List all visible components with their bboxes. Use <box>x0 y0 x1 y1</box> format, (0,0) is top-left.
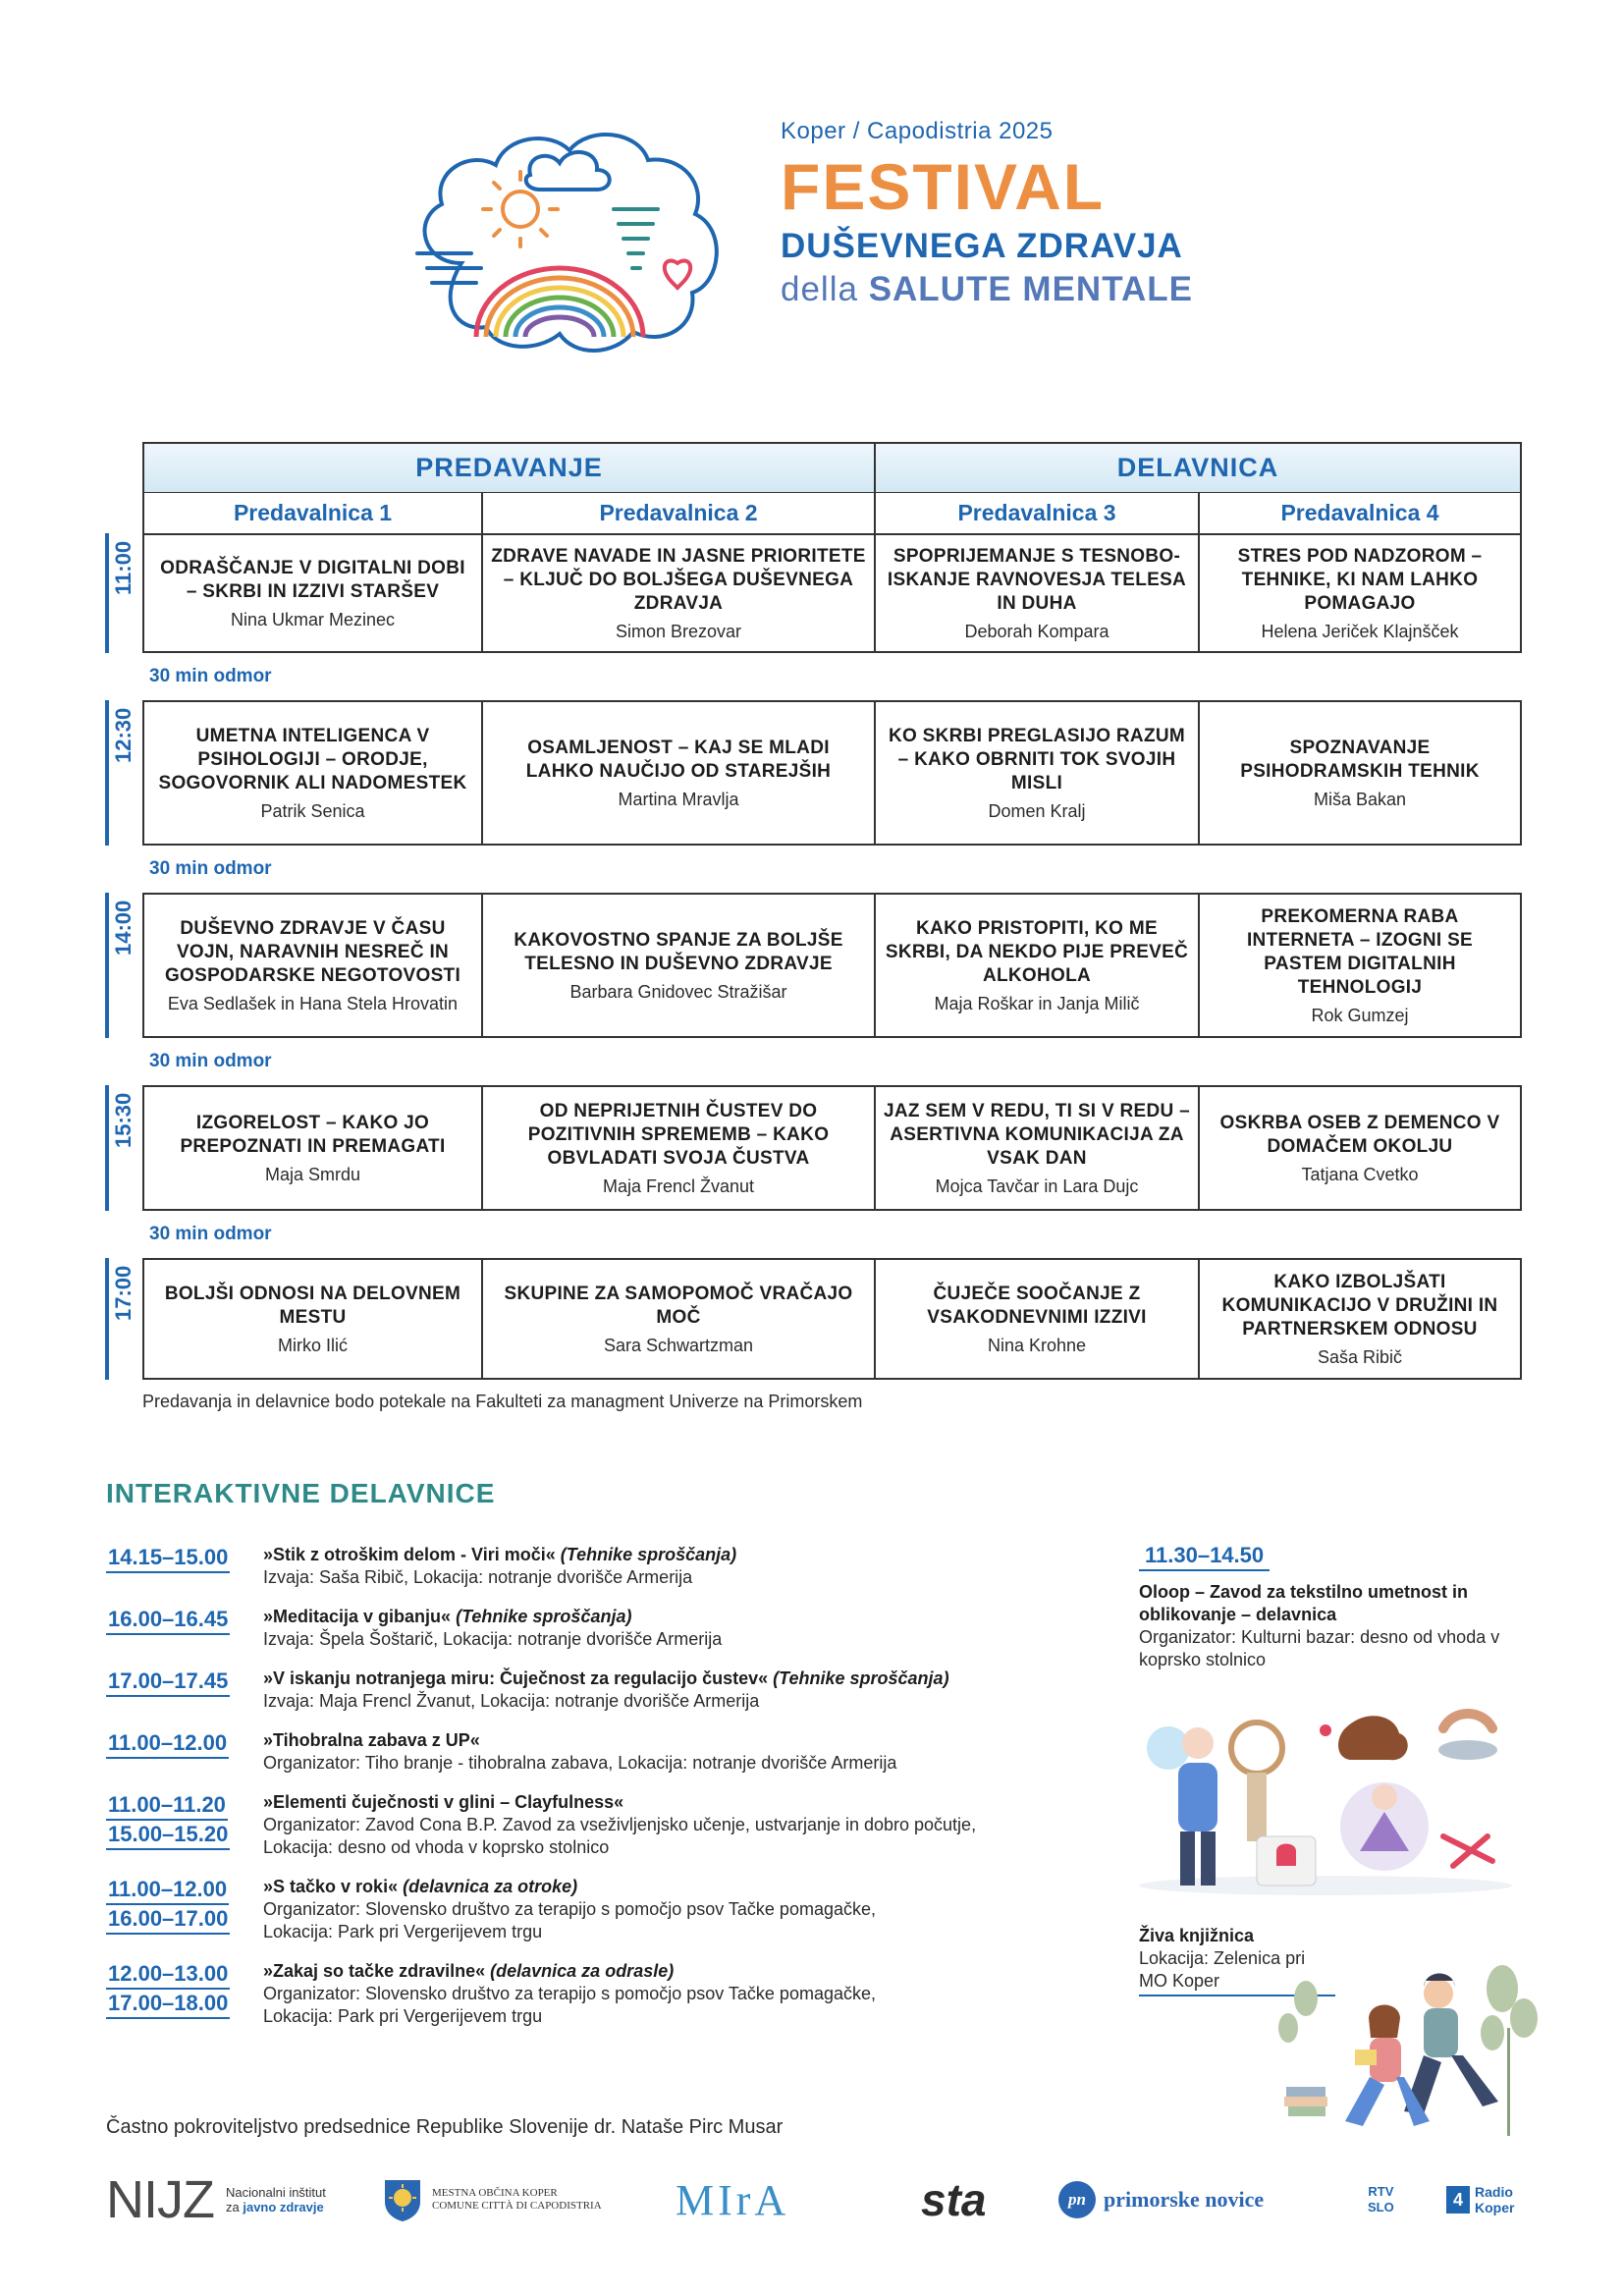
festival-title-it-prefix: della <box>781 270 858 309</box>
radio-badge-icon <box>1446 2186 1470 2214</box>
session-title: BOLJŠI ODNOSI NA DELOVNEM MESTU <box>164 1283 461 1328</box>
nijz-line-1: Nacionalni inštitut <box>226 2185 326 2200</box>
session-cell <box>481 1087 874 1209</box>
rtv-slo-logo <box>1368 2165 1394 2234</box>
workshop-location: Lokacija: Park pri Vergerijevem trgu <box>263 2006 543 2026</box>
session-speaker: Maja Roškar in Janja Milič <box>934 993 1140 1013</box>
time-slot-block <box>111 893 1522 1038</box>
list-item <box>106 1729 1088 1775</box>
workshop-detail: Izvaja: Maja Frencl Žvanut, Lokacija: notranje dvorišče Armerija <box>263 1691 760 1711</box>
session-title: STRES POD NADZOROM – TEHNIKE, KI NAM LAHKO POMAGAJO <box>1237 545 1483 614</box>
venue-note: Predavanja in delavnice bodo potekale na Fakulteti za managment Univerze na Primorskem <box>142 1392 863 1411</box>
festival-title: FESTIVAL <box>781 150 1106 223</box>
slot-time: 12:30 <box>111 708 135 764</box>
workshop-title: »Stik z otroškim delom - Viri moči« <box>263 1545 556 1564</box>
session-speaker: Miša Bakan <box>1313 789 1407 809</box>
workshop-title: »S tačko v roki« <box>263 1877 399 1896</box>
workshop-location: Lokacija: desno od vhoda v koprsko stolnico <box>263 1837 610 1857</box>
craft-illustration <box>1129 1689 1522 1900</box>
workshop-time: 16.00–16.45 <box>106 1606 230 1635</box>
workshop-time: 17.00–18.00 <box>106 1990 230 2019</box>
session-cell <box>1198 1087 1520 1209</box>
side-workshop-text: Organizator: Kulturni bazar: desno od vhoda v koprsko stolnico <box>1139 1627 1500 1669</box>
list-item <box>106 1960 1088 2028</box>
workshop-time: 12.00–13.00 <box>106 1960 230 1990</box>
nijz-line-2: javno zdravje <box>243 2200 324 2214</box>
session-cell <box>874 702 1198 844</box>
rtv-line-1: RTV <box>1368 2184 1394 2199</box>
session-cell <box>481 895 874 1036</box>
list-item <box>106 1876 1088 1943</box>
list-item <box>106 1544 1088 1589</box>
session-cell <box>481 535 874 651</box>
session-cell <box>874 1087 1198 1209</box>
slot-time: 11:00 <box>111 541 135 596</box>
session-cell <box>1198 1260 1520 1378</box>
session-cell <box>144 895 481 1036</box>
living-library-text: Lokacija: Zelenica pri MO Koper <box>1139 1947 1335 1996</box>
pn-badge-icon <box>1058 2181 1096 2218</box>
session-speaker: Domen Kralj <box>988 800 1086 821</box>
session-title: OSAMLJENOST – KAJ SE MLADI LAHKO NAUČIJO OD STAREJŠIH <box>525 737 832 782</box>
session-cell <box>1198 895 1520 1036</box>
session-speaker: Saša Ribič <box>1317 1346 1403 1367</box>
rtv-line-2: SLO <box>1368 2200 1394 2214</box>
festival-title-sl: DUŠEVNEGA ZDRAVJA <box>781 227 1183 266</box>
time-slot-block <box>111 1085 1522 1211</box>
workshop-time: 16.00–17.00 <box>106 1905 230 1935</box>
session-title: KAKOVOSTNO SPANJE ZA BOLJŠE TELESNO IN DUŠEVNO ZDRAVJE <box>514 929 843 974</box>
session-speaker: Maja Frencl Žvanut <box>602 1175 755 1196</box>
workshop-detail: Organizator: Zavod Cona B.P. Zavod za vseživljenjsko učenje, ustvarjanje in dobro počutje, <box>263 1815 977 1834</box>
nijz-text <box>226 2165 326 2234</box>
session-cell <box>481 702 874 844</box>
room-2: Predavalnica 2 <box>481 493 874 533</box>
side-workshop-title: Oloop – Zavod za tekstilno umetnost in oblikovanje – delavnica <box>1139 1582 1469 1624</box>
session-title: PREKOMERNA RABA INTERNETA – IZOGNI SE PASTEM DIGITALNIH TEHNOLOGIJ <box>1246 905 1474 998</box>
workshop-tag: (Tehnike sproščanja) <box>773 1668 949 1688</box>
schedule-table <box>111 442 1522 1412</box>
primorske-novice-logo <box>1058 2165 1264 2234</box>
slot-time: 14:00 <box>111 901 135 957</box>
session-title: ZDRAVE NAVADE IN JASNE PRIORITETE – KLJUČ DO BOLJŠEGA DUŠEVNEGA ZDRAVJA <box>491 545 866 614</box>
session-title: UMETNA INTELIGENCA V PSIHOLOGIJI – ORODJE, SOGOVORNIK ALI NADOMESTEK <box>158 725 467 793</box>
workshop-detail: Izvaja: Špela Šoštarič, Lokacija: notranje dvorišče Armerija <box>263 1629 723 1649</box>
sta-logo <box>921 2165 986 2234</box>
side-workshop-time: 11.30–14.50 <box>1139 1542 1270 1571</box>
session-title: OSKRBA OSEB Z DEMENCO V DOMAČEM OKOLJU <box>1219 1112 1500 1157</box>
workshop-tag: (Tehnike sproščanja) <box>560 1545 737 1564</box>
session-cell <box>144 702 481 844</box>
heart-icon <box>665 261 690 288</box>
pn-badge-text: pn <box>1068 2190 1086 2209</box>
break-label: 30 min odmor <box>149 1224 272 1244</box>
festival-title-it-main: SALUTE MENTALE <box>868 270 1193 309</box>
nijz-line-2-prefix: za <box>226 2200 240 2214</box>
workshop-title: »Meditacija v gibanju« <box>263 1607 452 1626</box>
session-title: IZGORELOST – KAKO JO PREPOZNATI IN PREMAGATI <box>180 1112 446 1157</box>
time-marker <box>105 535 140 651</box>
radio-koper-logo <box>1446 2165 1514 2234</box>
slot-time: 15:30 <box>111 1093 135 1149</box>
time-marker <box>105 1260 140 1378</box>
time-slot-block <box>111 700 1522 846</box>
living-library-title: Živa knjižnica <box>1139 1926 1255 1945</box>
session-cell <box>1198 702 1520 844</box>
session-speaker: Deborah Kompara <box>964 621 1109 641</box>
koper-municipality-text <box>432 2165 602 2234</box>
category-delavnica: DELAVNICA <box>874 444 1520 492</box>
workshop-time: 17.00–17.45 <box>106 1667 230 1697</box>
workshop-location: Lokacija: Park pri Vergerijevem trgu <box>263 1922 543 1941</box>
mira-logo-text: MIrA <box>676 2175 790 2224</box>
session-speaker: Rok Gumzej <box>1311 1005 1409 1025</box>
sta-logo-text: sta <box>921 2174 987 2225</box>
mok-line-1: MESTNA OBČINA KOPER <box>432 2187 558 2199</box>
nijz-logo <box>106 2165 214 2234</box>
radio-line-1: Radio <box>1475 2184 1513 2200</box>
room-3: Predavalnica 3 <box>874 493 1198 533</box>
session-title: SPOZNAVANJE PSIHODRAMSKIH TEHNIK <box>1240 737 1480 782</box>
time-marker <box>105 1087 140 1209</box>
nijz-logo-text: NIJZ <box>106 2170 214 2229</box>
mok-line-2: COMUNE CITTÀ DI CAPODISTRIA <box>432 2200 602 2212</box>
festival-brain-logo <box>403 126 736 361</box>
session-cell <box>1198 535 1520 651</box>
interactive-title: INTERAKTIVNE DELAVNICE <box>106 1478 496 1508</box>
time-slot-block <box>111 1258 1522 1380</box>
festival-title-it <box>781 270 1193 309</box>
session-speaker: Tatjana Cvetko <box>1301 1164 1419 1184</box>
mira-logo <box>676 2165 789 2234</box>
session-speaker: Helena Jeriček Klajnšček <box>1261 621 1459 641</box>
workshop-title: »V iskanju notranjega miru: Čuječnost za regulacijo čustev« <box>263 1668 769 1688</box>
session-title: ČUJEČE SOOČANJE Z VSAKODNEVNIMI IZZIVI <box>927 1283 1147 1328</box>
workshop-detail: Organizator: Slovensko društvo za terapijo s pomočjo psov Tačke pomagačke, <box>263 1899 876 1919</box>
time-slot-block <box>111 535 1522 653</box>
session-title: KAKO PRISTOPITI, KO ME SKRBI, DA NEKDO PIJE PREVEČ ALKOHOLA <box>885 917 1189 986</box>
workshop-title: »Tihobralna zabava z UP« <box>263 1730 480 1750</box>
workshop-time: 11.00–12.00 <box>106 1729 229 1759</box>
workshop-time: 15.00–15.20 <box>106 1821 230 1850</box>
session-speaker: Nina Ukmar Mezinec <box>230 609 396 629</box>
session-speaker: Martina Mravlja <box>618 789 739 809</box>
category-row <box>142 442 1522 493</box>
workshop-time: 11.00–11.20 <box>106 1791 228 1821</box>
workshop-title: »Zakaj so tačke zdravilne« <box>263 1961 486 1981</box>
session-speaker: Sara Schwartzman <box>603 1335 754 1355</box>
session-speaker: Simon Brezovar <box>615 621 742 641</box>
workshop-tag: (delavnica za odrasle) <box>490 1961 675 1981</box>
session-cell <box>144 1087 481 1209</box>
session-speaker: Nina Krohne <box>987 1335 1087 1355</box>
session-cell <box>874 535 1198 651</box>
room-1: Predavalnica 1 <box>233 500 393 525</box>
workshop-detail: Organizator: Slovensko društvo za terapijo s pomočjo psov Tačke pomagačke, <box>263 1984 876 2003</box>
slot-time: 17:00 <box>111 1266 135 1322</box>
workshop-tag: (delavnica za otroke) <box>403 1877 578 1896</box>
time-marker <box>105 895 140 1036</box>
session-speaker: Barbara Gnidovec Stražišar <box>569 981 787 1002</box>
session-cell <box>144 1260 481 1378</box>
session-title: KAKO IZBOLJŠATI KOMUNIKACIJO V DRUŽINI IN PARTNERSKEM ODNOSU <box>1221 1271 1498 1339</box>
interactive-list <box>106 1544 1088 2045</box>
session-speaker: Eva Sedlašek in Hana Stela Hrovatin <box>167 993 459 1013</box>
koper-coat-of-arms-icon <box>383 2165 422 2234</box>
session-cell <box>144 535 481 651</box>
session-title: KO SKRBI PREGLASIJO RAZUM – KAKO OBRNITI TOK SVOJIH MISLI <box>888 725 1186 793</box>
workshop-detail: Izvaja: Saša Ribič, Lokacija: notranje dvorišče Armerija <box>263 1567 693 1587</box>
break-label: 30 min odmor <box>149 666 272 686</box>
session-cell <box>874 1260 1198 1378</box>
category-predavanje: PREDAVANJE <box>415 453 603 482</box>
list-item <box>106 1791 1088 1859</box>
session-title: OD NEPRIJETNIH ČUSTEV DO POZITIVNIH SPREMEMB – KAKO OBVLADATI SVOJA ČUSTVA <box>527 1100 830 1169</box>
session-title: ODRAŠČANJE V DIGITALNI DOBI – SKRBI IN IZZIVI STARŠEV <box>160 557 465 602</box>
workshop-time: 14.15–15.00 <box>106 1544 230 1573</box>
session-title: SKUPINE ZA SAMOPOMOČ VRAČAJO MOČ <box>504 1283 853 1328</box>
session-speaker: Maja Smrdu <box>264 1164 361 1184</box>
side-workshop <box>1139 1542 1512 1671</box>
break-label: 30 min odmor <box>149 1051 272 1071</box>
session-speaker: Mojca Tavčar in Lara Dujc <box>935 1175 1139 1196</box>
sun-icon <box>503 191 538 227</box>
workshop-title: »Elementi čuječnosti v glini – Clayfulness« <box>263 1792 624 1812</box>
session-title: DUŠEVNO ZDRAVJE V ČASU VOJN, NARAVNIH NESREČ IN GOSPODARSKE NEGOTOVOSTI <box>164 917 461 986</box>
session-title: SPOPRIJEMANJE S TESNOBO-ISKANJE RAVNOVESJA TELESA IN DUHA <box>887 545 1187 614</box>
list-item <box>106 1667 1088 1713</box>
workshop-time: 11.00–12.00 <box>106 1876 229 1905</box>
time-marker <box>105 702 140 844</box>
radio-badge-text: 4 <box>1452 2190 1463 2210</box>
room-4: Predavalnica 4 <box>1198 493 1520 533</box>
workshop-tag: (Tehnike sproščanja) <box>456 1607 632 1626</box>
radio-line-2: Koper <box>1475 2200 1515 2215</box>
break-label: 30 min odmor <box>149 858 272 879</box>
reading-people-illustration <box>1267 1940 1542 2141</box>
festival-location: Koper / Capodistria 2025 <box>781 118 1054 144</box>
sponsor-logos <box>106 2165 1530 2234</box>
list-item <box>106 1606 1088 1651</box>
session-title: JAZ SEM V REDU, TI SI V REDU – ASERTIVNA KOMUNIKACIJA ZA VSAK DAN <box>884 1100 1190 1169</box>
session-cell <box>481 1260 874 1378</box>
session-speaker: Patrik Senica <box>260 800 365 821</box>
session-speaker: Mirko Ilić <box>278 1335 348 1355</box>
patronage-note: Častno pokroviteljstvo predsednice Republike Slovenije dr. Nataše Pirc Musar <box>106 2116 784 2138</box>
session-cell <box>874 895 1198 1036</box>
festival-header <box>781 118 1193 309</box>
workshop-detail: Organizator: Tiho branje - tihobralna zabava, Lokacija: notranje dvorišče Armerija <box>263 1753 897 1773</box>
room-row <box>142 493 1522 535</box>
pn-text: primorske novice <box>1104 2187 1265 2212</box>
